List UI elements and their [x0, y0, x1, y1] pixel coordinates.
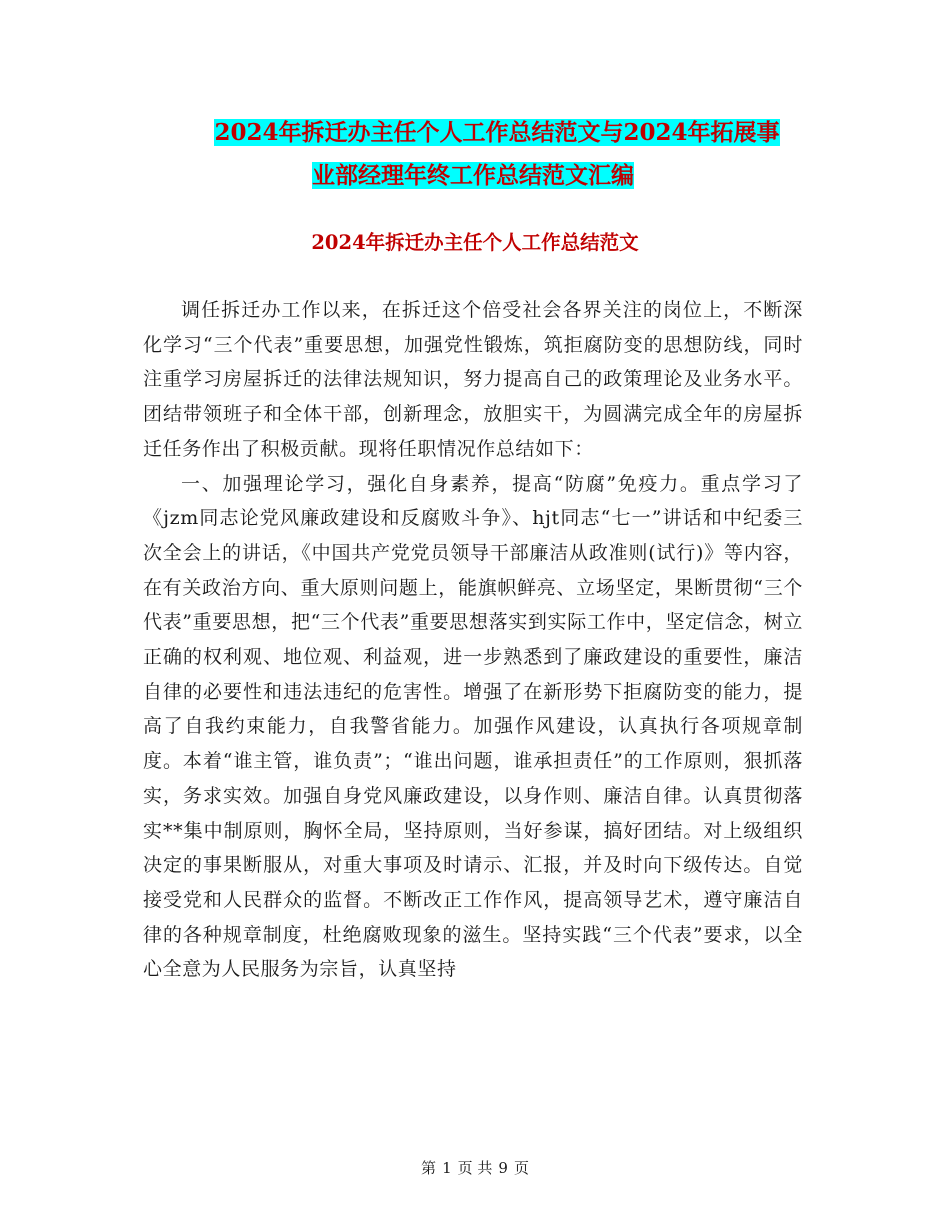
document-title-line-1: [22, 114, 950, 147]
document-title-line-2: [0, 157, 948, 190]
section-title: 2024年拆迁办主任个人工作总结范文: [311, 231, 639, 254]
footer-prefix: 第: [421, 1159, 437, 1177]
document-body: [143, 293, 803, 987]
body-paragraph: 调任拆迁办工作以来，在拆迁这个倍受社会各界关注的岗位上，不断深化学习“三个代表”重要思想，加强党性锻炼，筑拒腐防变的思想防线，同时注重学习房屋拆迁的法律法规知识，努力提高自己的政策理论及业务水平。团结带领班子和全体干部，创新理念，放胆实干，为圆满完成全年的房屋拆迁任务作出了积极贡献。现将任职情况作总结如下：: [143, 299, 803, 460]
footer-suffix: 页: [513, 1159, 529, 1177]
document-title-line-2-text: 业部经理年终工作总结范文汇编: [312, 162, 634, 189]
footer-page-number: 1: [442, 1159, 452, 1177]
document-title-line-1-text: 2024年拆迁办主任个人工作总结范文与2024年拓展事: [214, 119, 780, 146]
page-footer: [0, 1157, 950, 1178]
footer-middle: 页 共: [457, 1159, 493, 1177]
body-paragraph: 一、加强理论学习，强化自身素养，提高“防腐”免疫力。重点学习了《jzm同志论党风廉政建设和反腐败斗争》、hjt同志“七一”讲话和中纪委三次全会上的讲话，《中国共产党党员领导干部廉洁从政准则(试行)》等内容，在有关政治方向、重大原则问题上，能旗帜鲜亮、立场坚定，果断贯彻“三个代表”重要思想，把“三个代表”重要思想落实到实际工作中，坚定信念，树立正确的权利观、地位观、利益观，进一步熟悉到了廉政建设的重要性，廉洁自律的必要性和违法违纪的危害性。增强了在新形势下拒腐防变的能力，提高了自我约束能力，自我警省能力。加强作风建设，认真执行各项规章制度。本着“谁主管，谁负责”；“谁出问题，谁承担责任”的工作原则，狠抓落实，务求实效。加强自身党风廉政建设，以身作则、廉洁自律。认真贯彻落实**集中制原则，胸怀全局，坚持原则，当好参谋，搞好团结。对上级组织决定的事果断服从，对重大事项及时请示、汇报，并及时向下级传达。自觉接受党和人民群众的监督。不断改正工作作风，提高领导艺术，遵守廉洁自律的各种规章制度，杜绝腐败现象的滋生。坚持实践“三个代表”要求，以全心全意为人民服务为宗旨，认真坚持: [143, 472, 803, 981]
footer-total-pages: 9: [498, 1159, 508, 1177]
